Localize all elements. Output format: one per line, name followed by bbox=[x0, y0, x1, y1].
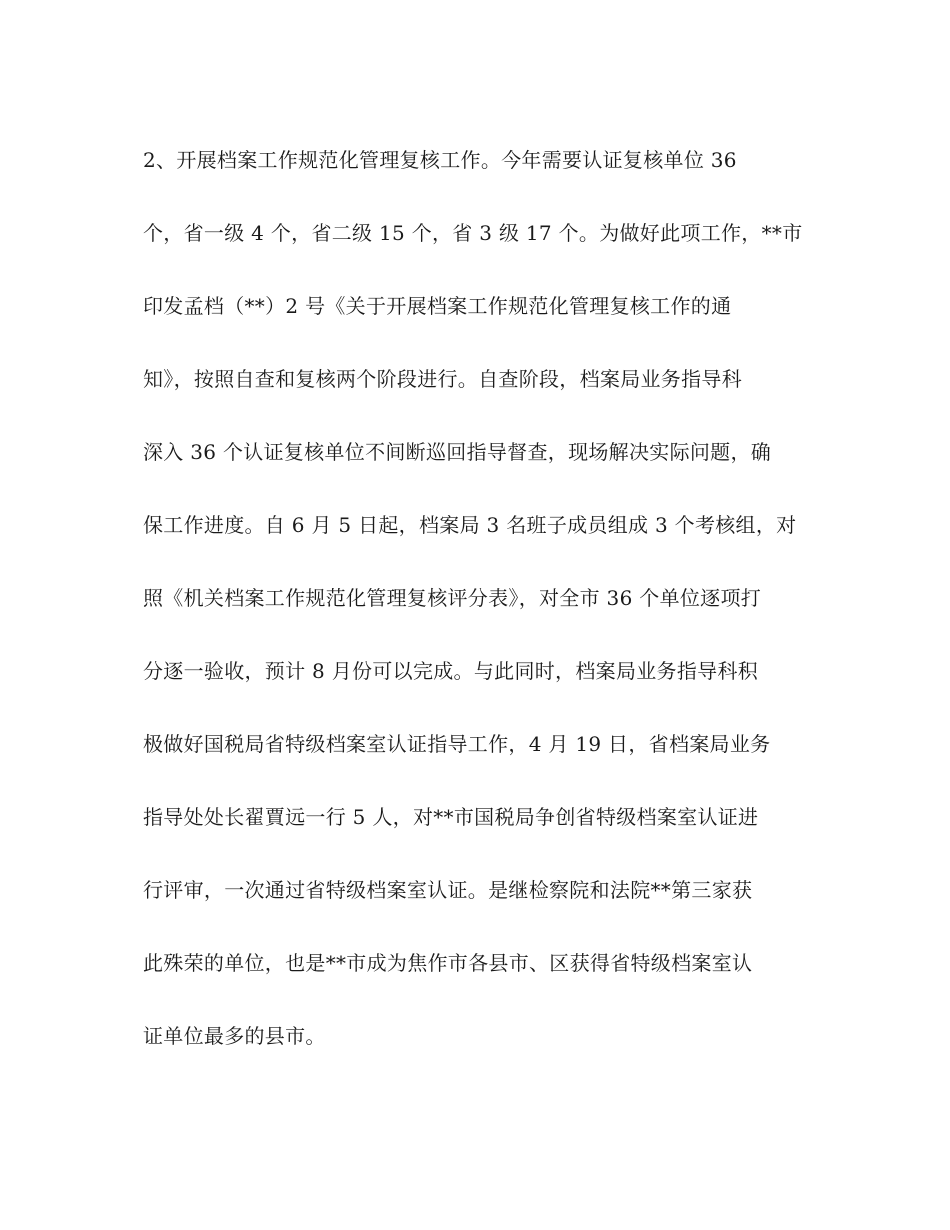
paragraph-line: 此殊荣的单位，也是**市成为焦作市各县市、区获得省特级档案室认 bbox=[143, 951, 753, 975]
paragraph-line: 知》，按照自查和复核两个阶段进行。自查阶段，档案局业务指导科 bbox=[143, 367, 742, 391]
paragraph-line: 个，省一级 4 个，省二级 15 个，省 3 级 17 个。为做好此项工作，**市 bbox=[143, 221, 803, 245]
paragraph-line: 分逐一验收，预计 8 月份可以完成。与此同时，档案局业务指导科积 bbox=[143, 659, 759, 683]
paragraph-line: 极做好国税局省特级档案室认证指导工作，4 月 19 日，省档案局业务 bbox=[143, 732, 771, 756]
paragraph-line: 印发孟档（**）2 号《关于开展档案工作规范化管理复核工作的通 bbox=[143, 294, 732, 318]
paragraph-line: 深入 36 个认证复核单位不间断巡回指导督查，现场解决实际问题，确 bbox=[143, 440, 772, 464]
paragraph-line: 证单位最多的县市。 bbox=[143, 1024, 326, 1048]
paragraph-line: 照《机关档案工作规范化管理复核评分表》，对全市 36 个单位逐项打 bbox=[143, 586, 762, 610]
paragraph-line: 2、开展档案工作规范化管理复核工作。今年需要认证复核单位 36 bbox=[143, 148, 737, 172]
paragraph-line: 保工作进度。自 6 月 5 日起，档案局 3 名班子成员组成 3 个考核组，对 bbox=[143, 513, 797, 537]
paragraph-line: 行评审，一次通过省特级档案室认证。是继检察院和法院**第三家获 bbox=[143, 878, 753, 902]
paragraph-line: 指导处处长翟賈远一行 5 人，对**市国税局争创省特级档案室认证进 bbox=[143, 805, 759, 829]
